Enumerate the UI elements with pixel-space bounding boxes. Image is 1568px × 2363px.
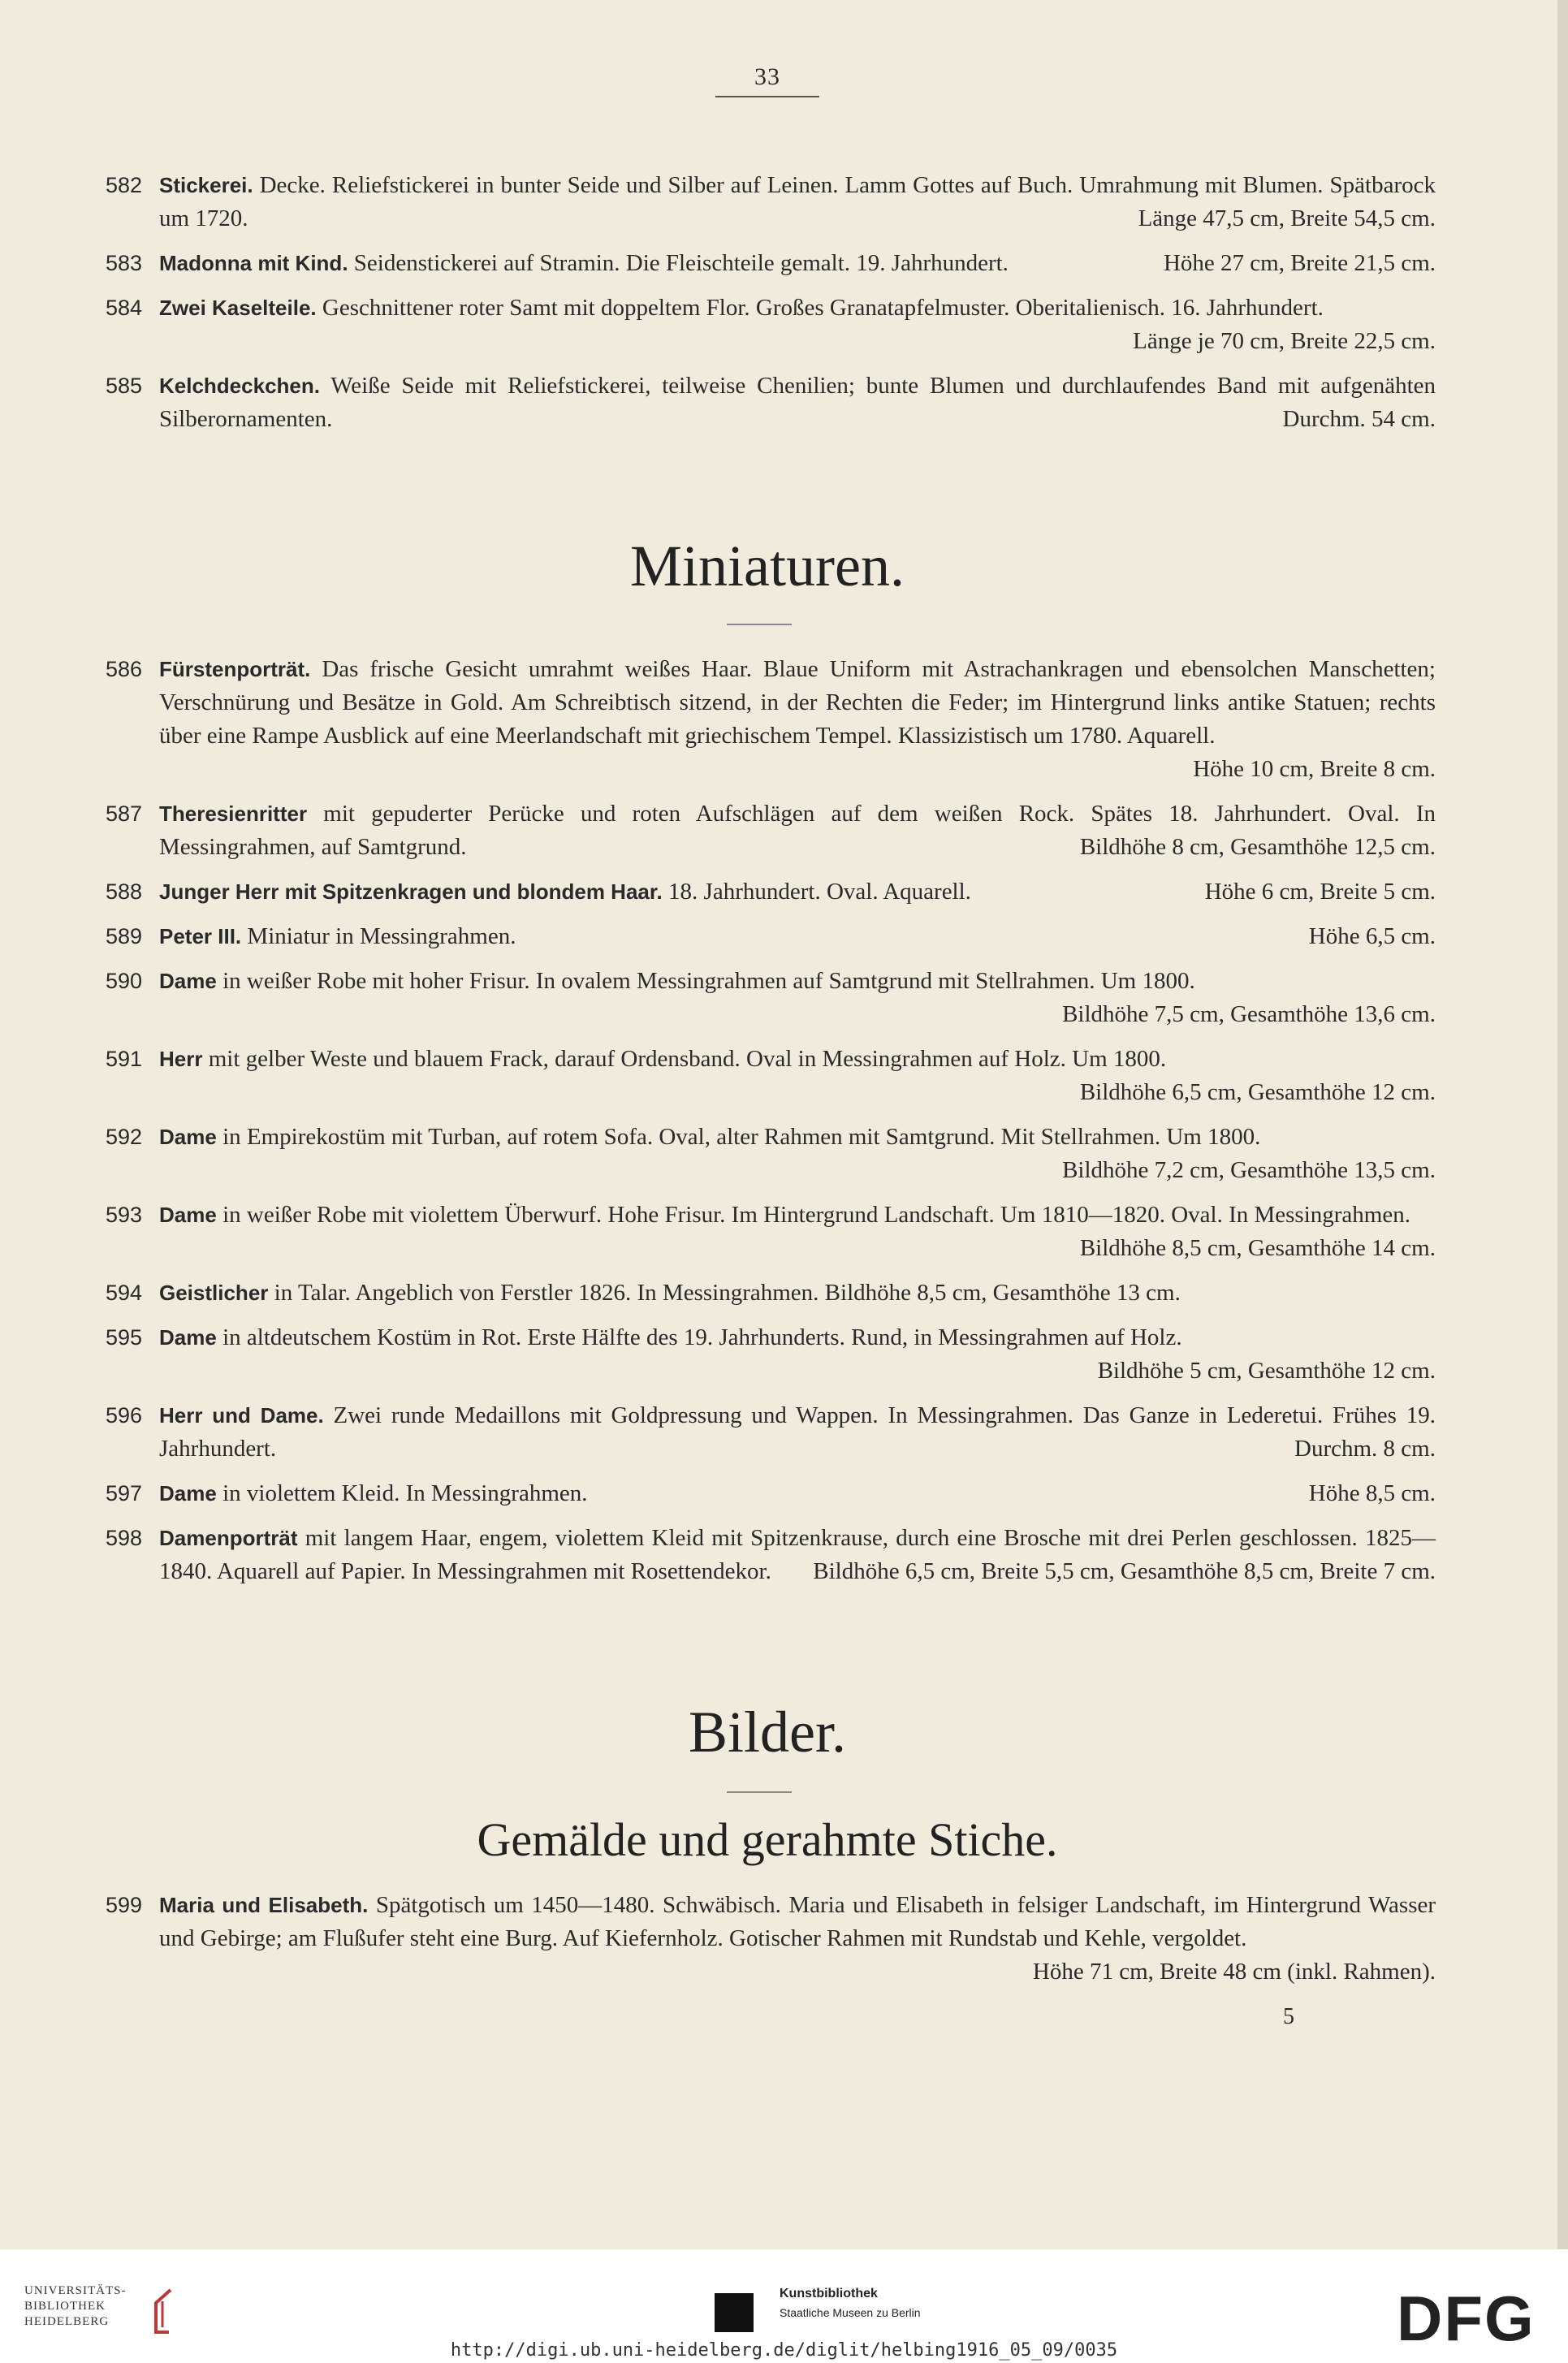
heading-rule: [727, 1791, 792, 1793]
entry-description: Weiße Seide mit Reliefstickerei, teilweise Chenilien; bunte Blumen und durchlaufendes Band mit aufgenähten Silberornamenten.: [159, 373, 1436, 432]
entry-description: in violettem Kleid. In Messingrahmen.: [216, 1480, 588, 1506]
entry-number: 584: [105, 296, 142, 320]
entry-gap: [0, 909, 1568, 920]
entry-gap: [0, 1265, 1568, 1277]
catalog-entry: [0, 247, 1568, 280]
entry-title: Dame: [159, 969, 217, 993]
entry-gap: [0, 1388, 1568, 1399]
entry-dimensions: Bildhöhe 6,5 cm, Gesamthöhe 12 cm.: [1079, 1079, 1436, 1105]
heading-gemaelde: Gemälde und gerahmte Stiche.: [477, 1813, 1058, 1866]
library-line: UNIVERSITÄTS-: [24, 2284, 127, 2297]
entry-title: Dame: [159, 1203, 217, 1227]
catalog-entry: [0, 653, 1568, 786]
entry-title: Maria und Elisabeth.: [159, 1893, 369, 1917]
entry-dimensions: Länge je 70 cm, Breite 22,5 cm.: [1133, 328, 1436, 354]
entry-title: Geistlicher: [159, 1281, 269, 1305]
entry-dimensions: Bildhöhe 8 cm, Gesamthöhe 12,5 cm.: [1079, 834, 1436, 860]
entry-gap: [0, 864, 1568, 875]
entry-title: Zwei Kaselteile.: [159, 296, 317, 320]
entry-number: 599: [105, 1893, 142, 1917]
entry-description: in weißer Robe mit hoher Frisur. In ovalem Messingrahmen auf Samtgrund mit Stellrahmen. Um 1800.: [216, 968, 1195, 994]
catalog-entry: [0, 1477, 1568, 1510]
entry-number: 589: [105, 924, 142, 948]
entry-dimensions: Höhe 27 cm, Breite 21,5 cm.: [1163, 250, 1436, 276]
catalog-entry: [0, 1121, 1568, 1187]
permalink-url[interactable]: http://digi.ub.uni-heidelberg.de/diglit/helbing1916_05_09/0035: [450, 2340, 1118, 2361]
entry-description: 18. Jahrhundert. Oval. Aquarell.: [662, 879, 971, 905]
entry-body: [159, 1321, 1436, 1388]
entry-dimensions: Bildhöhe 5 cm, Gesamthöhe 12 cm.: [1097, 1358, 1436, 1384]
entry-number: 586: [105, 657, 142, 681]
heading-rule: [727, 624, 792, 625]
entry-dimensions: Höhe 6 cm, Breite 5 cm.: [1204, 879, 1436, 905]
entry-gap: [0, 235, 1568, 247]
entry-gap: [0, 1510, 1568, 1522]
entry-title: Dame: [159, 1481, 217, 1505]
entry-number: 592: [105, 1125, 142, 1149]
entry-body: [159, 292, 1436, 358]
catalog-entry: [0, 169, 1568, 235]
entry-number: 582: [105, 173, 142, 197]
entry-gap: [0, 358, 1568, 369]
entry-title: Peter III.: [159, 924, 242, 948]
catalog-entry: [0, 1043, 1568, 1109]
entry-title: Damenporträt: [159, 1526, 298, 1550]
entry-dimensions: Bildhöhe 7,5 cm, Gesamthöhe 13,6 cm.: [1062, 1001, 1436, 1027]
heidelberg-library-logo[interactable]: [24, 2283, 195, 2348]
library-line: BIBLIOTHEK: [24, 2300, 106, 2313]
heading-miniaturen: Miniaturen.: [630, 534, 905, 598]
sheet-mark: 5: [1283, 2004, 1294, 2029]
entry-description: Seidenstickerei auf Stramin. Die Fleischteile gemalt. 19. Jahrhundert.: [348, 250, 1009, 276]
entry-description: Das frische Gesicht umrahmt weißes Haar. Blaue Uniform mit Astrachankragen und ebensolchen Manschetten; Verschnürung und Besätze in Gold. Am Schreibtisch sitzend, in der Rechten die Feder; im Hintergrund links antike Statuen; rechts über eine Rampe Ausblick auf eine Meerlandschaft mit griechischem Tempel. Klassizistisch um 1780. Aquarell.: [159, 656, 1436, 749]
entry-body: [159, 965, 1436, 1031]
entry-dimensions: Höhe 71 cm, Breite 48 cm (inkl. Rahmen).: [1032, 1959, 1436, 1985]
entry-description: mit gepuderter Perücke und roten Aufschlägen auf dem weißen Rock. Spätes 18. Jahrhundert. Oval. In Messingrahmen, auf Samtgrund.: [159, 801, 1436, 860]
kb-name: Kunstbibliothek: [780, 2287, 878, 2300]
entry-title: Theresienritter: [159, 801, 308, 826]
entry-body: [159, 797, 1436, 864]
entry-title: Madonna mit Kind.: [159, 251, 348, 275]
entry-description: in Empirekostüm mit Turban, auf rotem Sofa. Oval, alter Rahmen mit Samtgrund. Mit Stellrahmen. Um 1800.: [216, 1124, 1261, 1150]
entry-gap: [0, 1466, 1568, 1477]
catalog-entry: [0, 920, 1568, 953]
catalog-entry: [0, 1399, 1568, 1466]
catalog-entry: [0, 292, 1568, 358]
entry-dimensions: Bildhöhe 8,5 cm, Gesamthöhe 14 cm.: [1079, 1235, 1436, 1261]
entry-body: [159, 920, 1436, 953]
entry-dimensions: Höhe 8,5 cm.: [1308, 1480, 1436, 1506]
footer-bar: [0, 2249, 1568, 2363]
entry-number: 590: [105, 969, 142, 993]
catalog-entry: [0, 965, 1568, 1031]
entry-body: [159, 1199, 1436, 1265]
entry-dimensions: Bildhöhe 7,2 cm, Gesamthöhe 13,5 cm.: [1062, 1157, 1436, 1183]
entry-body: [159, 247, 1436, 280]
entry-body: [159, 1889, 1436, 1989]
entry-description: in altdeutschem Kostüm in Rot. Erste Hälfte des 19. Jahrhunderts. Rund, in Messingrahmen auf Holz.: [216, 1324, 1182, 1350]
entry-description: Spätgotisch um 1450—1480. Schwäbisch. Maria und Elisabeth in felsiger Landschaft, im Hintergrund Wasser und Gebirge; am Flußufer steht eine Burg. Auf Kiefernholz. Gotischer Rahmen mit Rundstab und Kehle, vergoldet.: [159, 1892, 1436, 1951]
entry-number: 597: [105, 1481, 142, 1505]
entry-description: Decke. Reliefstickerei in bunter Seide und Silber auf Leinen. Lamm Gottes auf Buch. Umrahmung mit Blumen. Spätbarock um 1720.: [159, 172, 1436, 231]
entry-gap: [0, 786, 1568, 797]
entry-gap: [0, 953, 1568, 965]
entry-body: [159, 169, 1436, 235]
entry-body: [159, 369, 1436, 436]
entry-body: [159, 653, 1436, 786]
catalog-entry: [0, 1199, 1568, 1265]
kunstbibliothek-emblem-icon: [715, 2293, 754, 2332]
entry-number: 595: [105, 1325, 142, 1350]
entry-number: 594: [105, 1281, 142, 1305]
library-emblem-icon: [146, 2287, 179, 2335]
entry-description: Geschnittener roter Samt mit doppeltem Flor. Großes Granatapfelmuster. Oberitalienisch. 16. Jahrhundert.: [316, 295, 1324, 321]
entry-gap: [0, 1187, 1568, 1199]
entry-number: 596: [105, 1403, 142, 1428]
entry-dimensions: Länge 47,5 cm, Breite 54,5 cm.: [1138, 205, 1436, 231]
entry-number: 588: [105, 879, 142, 904]
heading-bilder: Bilder.: [689, 1700, 846, 1765]
entry-description: mit langem Haar, engem, violettem Kleid mit Spitzenkrause, durch eine Brosche mit drei Perlen geschlossen. 1825—1840. Aquarell auf Papier. In Messingrahmen mit Rosettendekor.: [159, 1525, 1436, 1584]
kb-sub: Staatliche Museen zu Berlin: [780, 2306, 921, 2319]
entry-number: 587: [105, 801, 142, 826]
entry-description: in weißer Robe mit violettem Überwurf. Hohe Frisur. Im Hintergrund Landschaft. Um 1810—1820. Oval. In Messingrahmen.: [216, 1202, 1410, 1228]
entry-number: 591: [105, 1047, 142, 1071]
entry-gap: [0, 280, 1568, 292]
entry-title: Dame: [159, 1325, 217, 1350]
entry-body: [159, 875, 1436, 909]
entry-body: [159, 1277, 1436, 1310]
catalog-entry: [0, 1321, 1568, 1388]
catalog-entry: [0, 1277, 1568, 1310]
entry-title: Herr und Dame.: [159, 1403, 324, 1428]
entry-body: [159, 1043, 1436, 1109]
entry-title: Dame: [159, 1125, 217, 1149]
entry-dimensions: Durchm. 54 cm.: [1282, 406, 1436, 432]
entry-title: Stickerei.: [159, 173, 253, 197]
catalog-entry: [0, 875, 1568, 909]
entry-number: 585: [105, 374, 142, 398]
entry-description: mit gelber Weste und blauem Frack, darauf Ordensband. Oval in Messingrahmen auf Holz. Um 1800.: [202, 1046, 1167, 1072]
page-number: 33: [0, 63, 1535, 97]
entry-description: in Talar. Angeblich von Ferstler 1826. In Messingrahmen. Bildhöhe 8,5 cm, Gesamthöhe 13 cm.: [268, 1280, 1181, 1306]
entry-gap: [0, 1031, 1568, 1043]
entries-miniaturen: [0, 653, 1568, 1588]
entry-dimensions: Höhe 10 cm, Breite 8 cm.: [1193, 756, 1436, 782]
entry-body: [159, 1477, 1436, 1510]
entry-dimensions: Durchm. 8 cm.: [1294, 1436, 1436, 1462]
entry-title: Kelchdeckchen.: [159, 374, 320, 398]
catalog-entry: [0, 1522, 1568, 1588]
entry-description: Zwei runde Medaillons mit Goldpressung und Wappen. In Messingrahmen. Das Ganze in Lederetui. Frühes 19. Jahrhundert.: [159, 1402, 1436, 1462]
entry-dimensions: Bildhöhe 6,5 cm, Breite 5,5 cm, Gesamthöhe 8,5 cm, Breite 7 cm.: [813, 1558, 1436, 1584]
entry-gap: [0, 1310, 1568, 1321]
entry-body: [159, 1121, 1436, 1187]
entries-top: [0, 169, 1568, 436]
entry-dimensions: Höhe 6,5 cm.: [1308, 923, 1436, 949]
entry-number: 583: [105, 251, 142, 275]
entry-title: Herr: [159, 1047, 203, 1071]
entry-body: [159, 1399, 1436, 1466]
entry-number: 593: [105, 1203, 142, 1227]
catalog-entry: [0, 797, 1568, 864]
entry-body: [159, 1522, 1436, 1588]
catalog-entry: [0, 369, 1568, 436]
dfg-logo[interactable]: DFG: [1397, 2283, 1536, 2354]
entry-description: Miniatur in Messingrahmen.: [241, 923, 516, 949]
library-line: HEIDELBERG: [24, 2315, 110, 2328]
entries-bilder: [0, 1889, 1568, 1989]
entry-gap: [0, 1109, 1568, 1121]
catalog-entry: [0, 1889, 1568, 1989]
entry-number: 598: [105, 1526, 142, 1550]
entry-title: Fürstenporträt.: [159, 657, 311, 681]
entry-title: Junger Herr mit Spitzenkragen und blondem Haar.: [159, 879, 663, 904]
